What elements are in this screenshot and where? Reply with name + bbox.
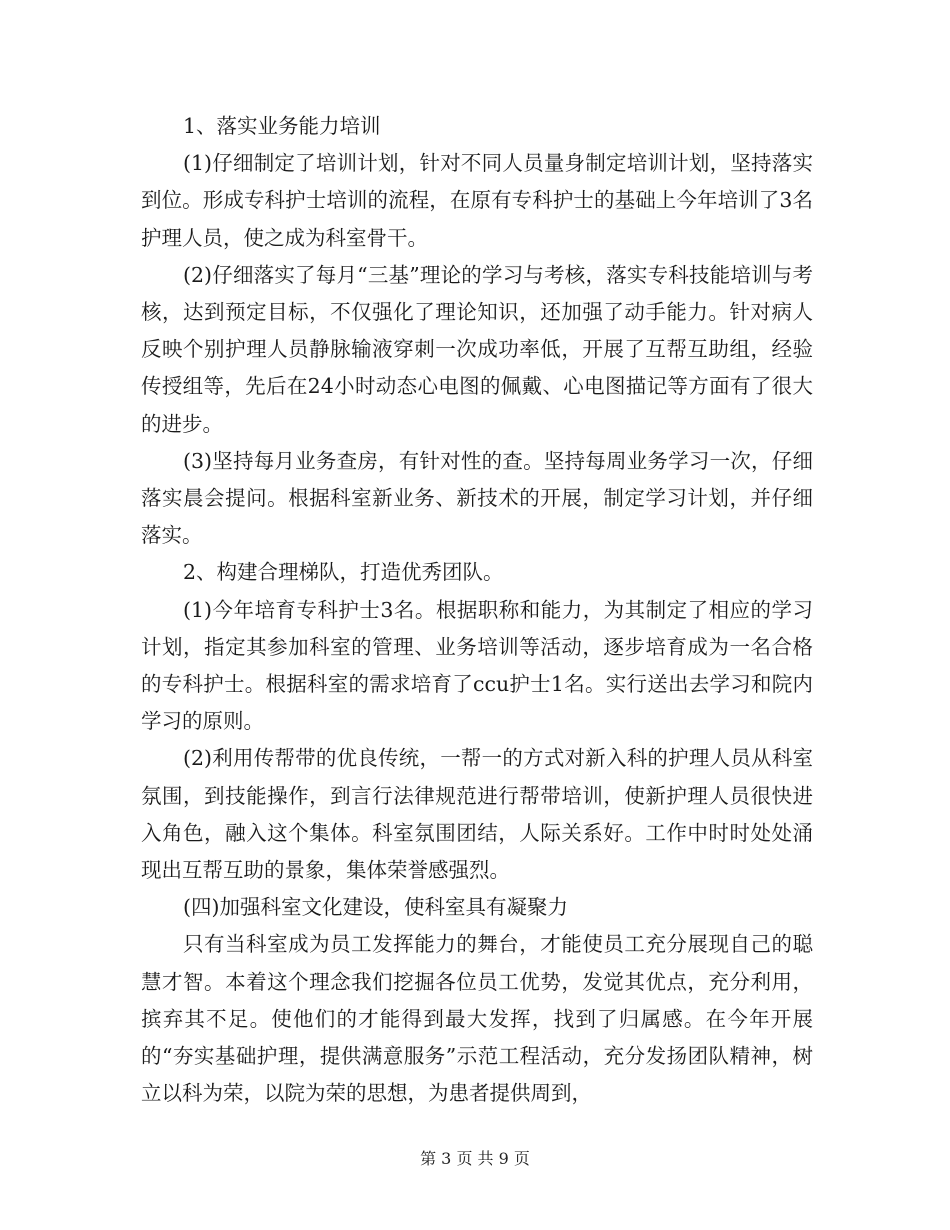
paragraph-2-2: (2)利用传帮带的优良传统，一帮一的方式对新入科的护理人员从科室氛围，到技能操作，到言行法律规范进行帮带培训，使新护理人员很快进入角色，融入这个集体。科室氛围团结，人际关系好。工作中时时处处涌现出互帮互助的景象，集体荣誉感强烈。	[141, 746, 813, 883]
paragraph-1-2: (2)仔细落实了每月“三基”理论的学习与考核，落实专科技能培训与考核，达到预定目标，不仅强化了理论知识，还加强了动手能力。针对病人反映个别护理人员静脉输液穿刺一次成功率低，开展了互帮互助组，经验传授组等，先后在24小时动态心电图的佩戴、心电图描记等方面有了很大的进步。	[141, 262, 813, 436]
section-heading-2: 2、构建合理梯队，打造优秀团队。	[183, 560, 504, 585]
section-heading-1: 1、落实业务能力培训	[183, 114, 381, 138]
section-heading-4: (四)加强科室文化建设，使科室具有凝聚力	[183, 895, 568, 920]
paragraph-1-1: (1)仔细制定了培训计划，针对不同人员量身制定培训计划，坚持落实到位。形成专科护士培训的流程，在原有专科护士的基础上今年培训了3名护理人员，使之成为科室骨干。	[141, 151, 813, 250]
paragraph-4-1: 只有当科室成为员工发挥能力的舞台，才能使员工充分展现自己的聪慧才智。本着这个理念我们挖掘各位员工优势，发觉其优点，充分利用，摈弃其不足。使他们的才能得到最大发挥，找到了归属感。在今年开展的“夯实基础护理，提供满意服务”示范工程活动，充分发扬团队精神，树立以科为荣，以院为荣的思想，为患者提供周到，	[141, 932, 813, 1106]
paragraph-1-3: (3)坚持每月业务查房，有针对性的查。坚持每周业务学习一次，仔细落实晨会提问。根据科室新业务、新技术的开展，制定学习计划，并仔细落实。	[141, 448, 813, 548]
document-body	[141, 108, 813, 1112]
paragraph-2-1: (1)今年培育专科护士3名。根据职称和能力，为其制定了相应的学习计划，指定其参加科室的管理、业务培训等活动，逐步培育成为一名合格的专科护士。根据科室的需求培育了ccu护士1名。实行送出去学习和院内学习的原则。	[141, 597, 813, 734]
page-number-footer: 第 3 页 共 9 页	[420, 1149, 530, 1168]
